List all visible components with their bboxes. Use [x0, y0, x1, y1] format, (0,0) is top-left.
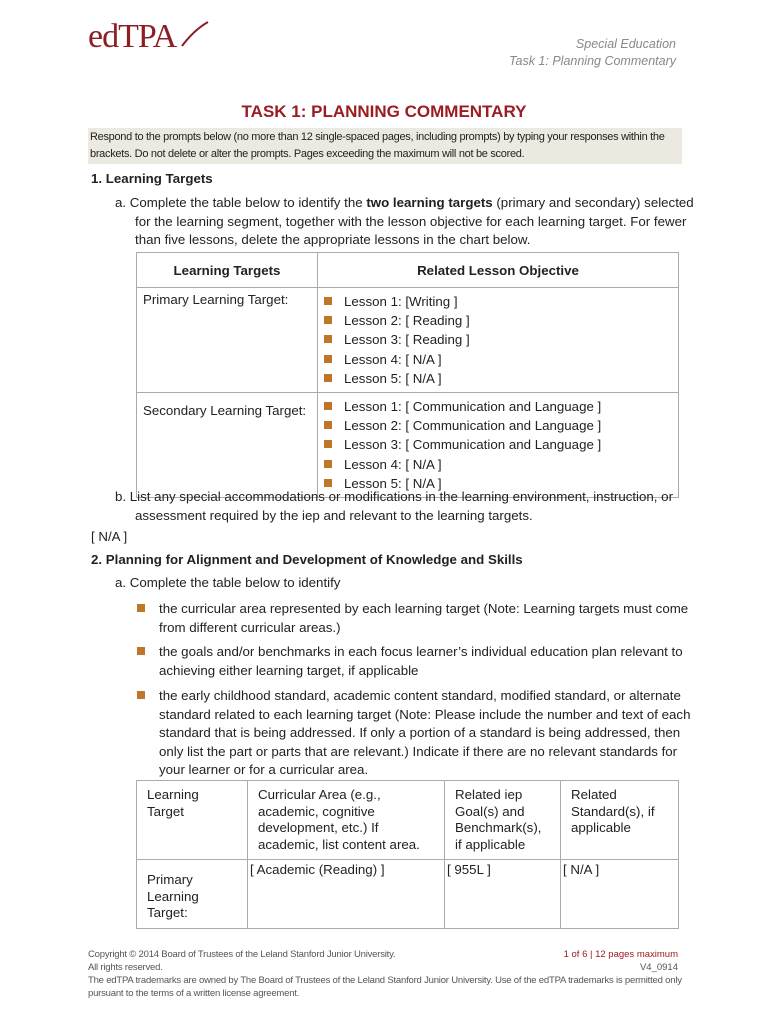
lesson-text: Lesson 4: [ N/A ]	[344, 456, 442, 472]
bullet-text: the curricular area represented by each learning target (Note: Learning targets must come from different curricular areas.)	[159, 601, 689, 635]
cell[interactable]: [ Academic (Reading) ]	[248, 860, 445, 929]
learning-targets-table	[136, 252, 679, 498]
bullet-icon	[324, 374, 332, 382]
bullet-icon	[324, 440, 332, 448]
lesson-text: Lesson 3: [ Communication and Language ]	[344, 437, 602, 453]
logo-text: edTPA	[88, 18, 177, 55]
bullet-icon	[324, 355, 332, 363]
table-row	[137, 288, 679, 393]
version: V4_0914	[639, 962, 678, 973]
lesson-text: Lesson 5: [ N/A ]	[344, 475, 442, 491]
instructions: Respond to the prompts below (no more than 12 single-spaced pages, including prompts) by typing your responses within the brackets. Do not delete or alter the prompts. Pages exceeding the maximum will not be scored.	[88, 128, 682, 164]
prompt-1a-text-end: (primary and secondary) selected for the learning segment, together with the lesson objective for each learning target. For fewer than five lessons, delete the appropriate lessons in the chart below.	[135, 195, 694, 247]
lesson-text: Lesson 5: [ N/A ]	[344, 370, 442, 386]
bullet-icon	[324, 335, 332, 343]
lesson-text: Lesson 2: [ Reading ]	[344, 313, 470, 329]
bullet-icon	[137, 691, 145, 699]
prompt-1a-bold: two learning targets	[366, 195, 493, 210]
alignment-table	[136, 780, 679, 929]
col-header: Related Lesson Objective	[318, 253, 679, 288]
lesson-item[interactable]	[324, 416, 672, 435]
prompt-1a-text: a. Complete the table below to identify the	[115, 195, 367, 210]
header-subject: Special Education	[575, 37, 676, 51]
lesson-item[interactable]	[324, 292, 672, 311]
prompt-2a: a. Complete the table below to identify	[115, 575, 341, 590]
footer-rights: All rights reserved.	[88, 962, 163, 973]
prompt-1a	[115, 194, 695, 250]
lesson-list	[324, 397, 672, 493]
col-header: Related Standard(s), if applicable	[561, 781, 679, 860]
section-1-heading: 1. Learning Targets	[91, 171, 213, 186]
lesson-item[interactable]	[324, 397, 672, 416]
bullet-item	[137, 600, 699, 637]
bullet-icon	[137, 647, 145, 655]
bullet-item	[137, 687, 699, 780]
prompt-1b: b. List any special accommodations or modifications in the learning environment, instruction, or assessment required by the iep and relevant to the learning targets.	[115, 489, 674, 523]
bullet-text: the early childhood standard, academic content standard, modified standard, or alternate standard related to each learning target (Note: Please include the number and text of each standard that is being addressed. If only a portion of a standard is being addressed, then only list the part or parts that are relevant.) Indicate if there are no relevant standards for your learner or for a curricular area.	[159, 688, 691, 777]
col-header: Learning Targets	[137, 253, 318, 288]
bullet-icon	[324, 460, 332, 468]
lesson-item[interactable]	[324, 330, 672, 349]
target-cell: Primary Learning Target:	[137, 288, 318, 393]
target-cell: Secondary Learning Target:	[137, 393, 318, 498]
bullet-item	[137, 643, 699, 680]
footer-right	[564, 948, 678, 974]
footer-copyright: Copyright © 2014 Board of Trustees of the Leland Stanford Junior University.	[88, 949, 396, 960]
bullet-icon	[324, 297, 332, 305]
col-header: Curricular Area (e.g., academic, cognitive development, etc.) If academic, list content area.	[248, 781, 445, 860]
col-header: Learning Target	[137, 781, 248, 860]
lesson-item[interactable]	[324, 369, 672, 388]
edtpa-logo	[88, 18, 176, 56]
col-header: Related iep Goal(s) and Benchmark(s), if applicable	[445, 781, 561, 860]
response-1b[interactable]: [ N/A ]	[91, 529, 128, 544]
bullet-icon	[324, 316, 332, 324]
lesson-item[interactable]	[324, 455, 672, 474]
bullet-icon	[324, 402, 332, 410]
running-header	[509, 36, 676, 70]
lesson-item[interactable]	[324, 350, 672, 369]
lesson-text: Lesson 4: [ N/A ]	[344, 351, 442, 367]
page-number: 1 of 6 | 12 pages maximum	[563, 949, 678, 960]
header-task: Task 1: Planning Commentary	[509, 54, 676, 68]
bullet-icon	[137, 604, 145, 612]
lesson-item[interactable]	[324, 311, 672, 330]
cell[interactable]: [ 955L ]	[445, 860, 561, 929]
section-2-heading: 2. Planning for Alignment and Development of Knowledge and Skills	[91, 552, 523, 567]
table-row	[137, 393, 679, 498]
bullet-text: the goals and/or benchmarks in each focus learner’s individual education plan relevant to achieving either learning target, if applicable	[159, 644, 683, 678]
bullet-icon	[324, 479, 332, 487]
lesson-text: Lesson 1: [Writing ]	[344, 294, 458, 309]
lesson-list	[324, 292, 672, 388]
logo-swoosh-icon	[180, 20, 210, 50]
lesson-text: Lesson 1: [ Communication and Language ]	[344, 399, 602, 415]
cell[interactable]: [ N/A ]	[561, 860, 679, 929]
lesson-text: Lesson 3: [ Reading ]	[344, 332, 470, 348]
table-row	[137, 860, 679, 929]
page-title: TASK 1: PLANNING COMMENTARY	[241, 102, 527, 121]
cell: Primary Learning Target:	[137, 860, 248, 929]
lesson-item[interactable]	[324, 435, 672, 454]
footer-trademark: The edTPA trademarks are owned by The Board of Trustees of the Leland Stanford Junior University. Use of the edTPA trademarks is permitted only pursuant to the terms of a written license agreement.	[88, 975, 682, 999]
bullet-icon	[324, 421, 332, 429]
lesson-text: Lesson 2: [ Communication and Language ]	[344, 418, 602, 434]
